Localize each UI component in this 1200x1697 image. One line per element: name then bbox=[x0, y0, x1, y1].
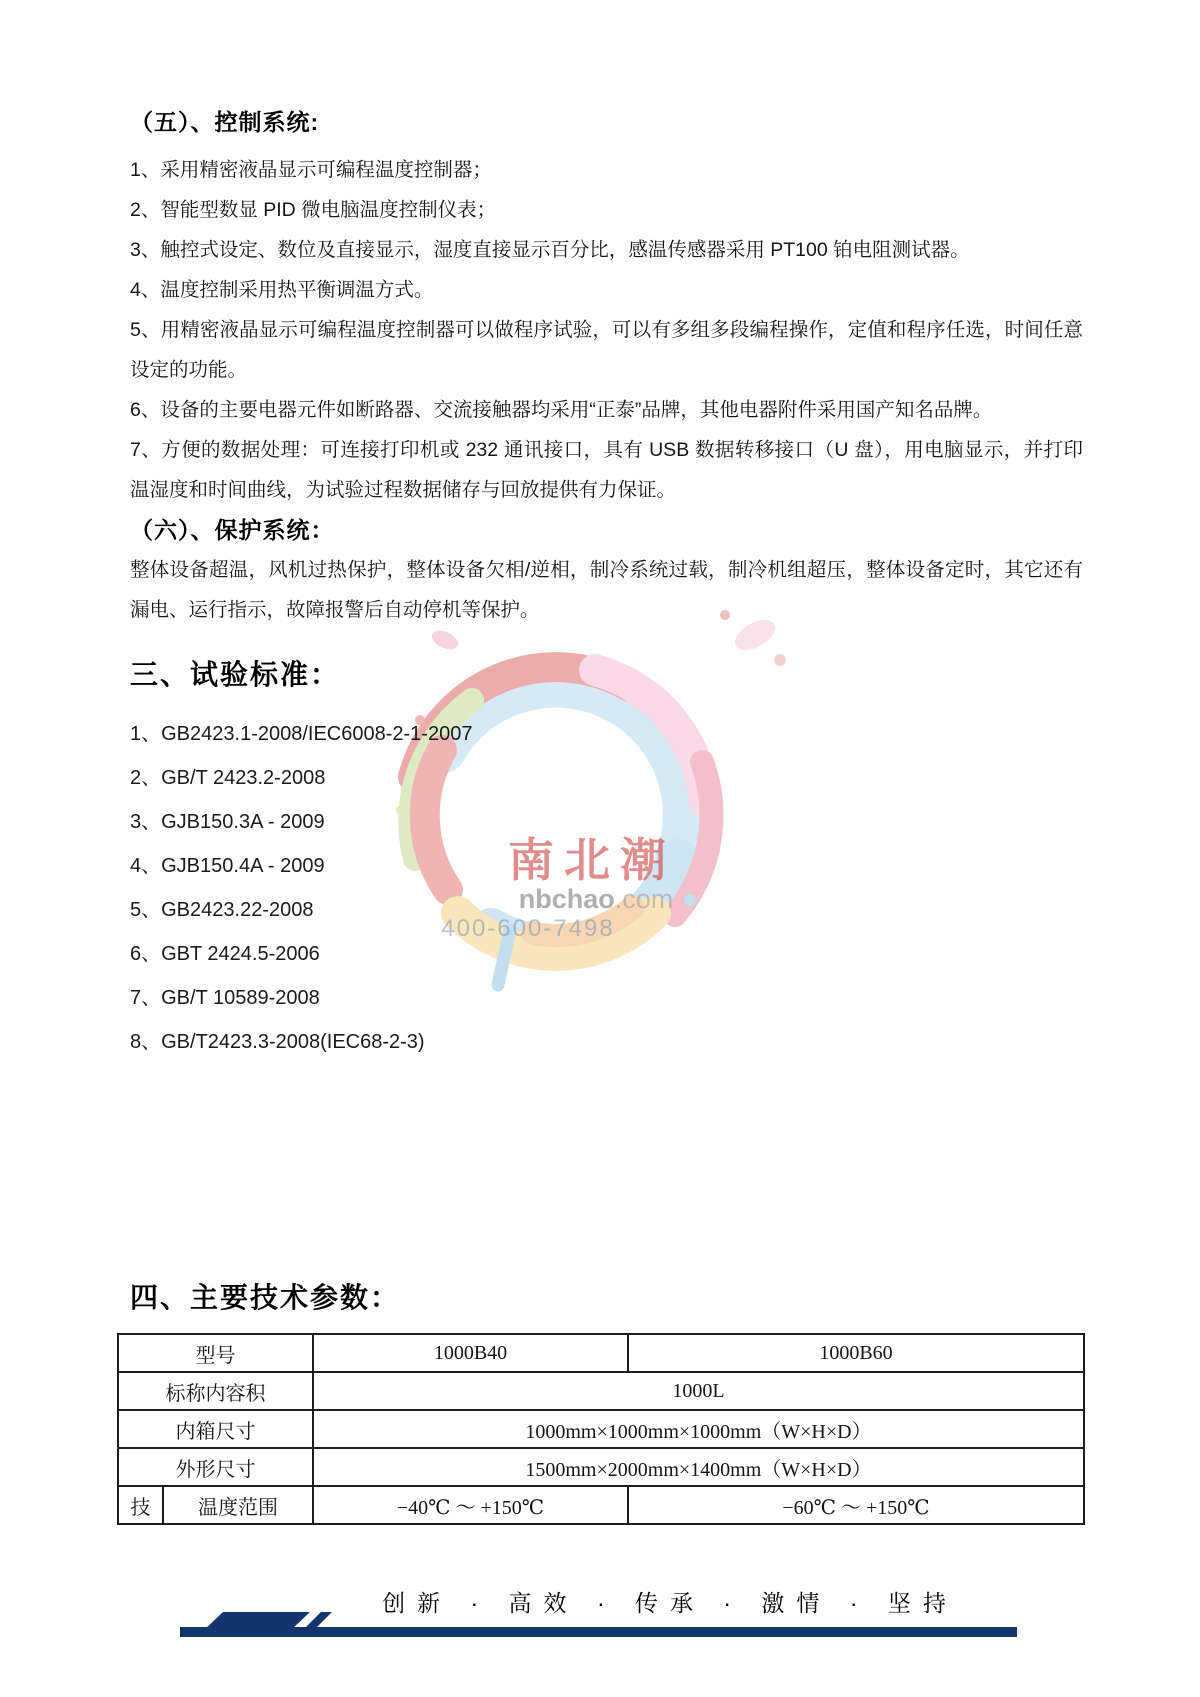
standard-item: 5、GB2423.22-2008 bbox=[130, 899, 314, 921]
list-item: 1、采用精密液晶显示可编程温度控制器； bbox=[130, 159, 492, 181]
table-row bbox=[118, 1486, 1084, 1524]
section-heading-protection-system: （六）、保护系统： bbox=[130, 517, 335, 543]
watermark-domain-name: nbchao bbox=[518, 884, 615, 914]
paragraph: 整体设备超温，风机过热保护，整体设备欠相/逆相，制冷系统过载，制冷机组超压，整体设备定时，其它还有漏电、运行指示，故障报警后自动停机等保护。 bbox=[130, 559, 1083, 621]
test-standards-list bbox=[130, 712, 1083, 1064]
param-label-cell: 外形尺寸 bbox=[118, 1448, 313, 1486]
param-value-cell: 1000B60 bbox=[628, 1334, 1084, 1372]
parameters-table bbox=[117, 1333, 1085, 1525]
watermark-brand-text: 南北潮 bbox=[508, 834, 676, 886]
param-value-cell: −60℃ ～ +150℃ bbox=[628, 1486, 1084, 1524]
document-content bbox=[130, 104, 1083, 1525]
watermark-phone: 400-600-7498 bbox=[441, 915, 615, 942]
standard-item: 3、GJB150.3A - 2009 bbox=[130, 811, 325, 833]
standard-item: 7、GB/T 10589-2008 bbox=[130, 987, 320, 1009]
param-value-cell: −40℃ ～ +150℃ bbox=[313, 1486, 628, 1524]
param-value-cell: 1000L bbox=[313, 1372, 1084, 1410]
section-heading-test-standards: 三、试验标准： bbox=[130, 659, 341, 690]
standard-item: 2、GB/T 2423.2-2008 bbox=[130, 767, 326, 789]
footer-slogan: 创新 · 高效 · 传承 · 激情 · 坚持 bbox=[382, 1590, 958, 1616]
table-row bbox=[118, 1448, 1084, 1486]
section-heading-control-system: （五）、控制系统: bbox=[130, 109, 320, 135]
param-value-cell: 1000B40 bbox=[313, 1334, 628, 1372]
watermark-domain-tld: .com bbox=[614, 884, 674, 914]
standard-item: 1、GB2423.1-2008/IEC6008-2-1-2007 bbox=[130, 723, 473, 745]
list-item: 6、设备的主要电器元件如断路器、交流接触器均采用“正泰”品牌，其他电器附件采用国产知名品牌。 bbox=[130, 399, 993, 421]
list-item: 7、方便的数据处理：可连接打印机或 232 通讯接口，具有 USB 数据转移接口（U 盘），用电脑显示，并打印温湿度和时间曲线，为试验过程数据储存与回放提供有力保证。 bbox=[130, 439, 1083, 501]
protection-system-paragraph bbox=[130, 550, 1083, 630]
control-system-list bbox=[130, 150, 1083, 510]
param-value-cell: 1000mm×1000mm×1000mm（W×H×D） bbox=[313, 1410, 1084, 1448]
param-value-cell: 1500mm×2000mm×1400mm（W×H×D） bbox=[313, 1448, 1084, 1486]
footer-logo-and-bar bbox=[175, 1603, 1025, 1645]
param-label-cell: 温度范围 bbox=[163, 1486, 313, 1524]
table-row bbox=[118, 1372, 1084, 1410]
list-item: 3、触控式设定、数位及直接显示，湿度直接显示百分比，感温传感器采用 PT100 铂电阻测试器。 bbox=[130, 239, 970, 261]
param-label-cell: 型号 bbox=[118, 1334, 313, 1372]
table-row bbox=[118, 1410, 1084, 1448]
section-heading-main-parameters: 四、主要技术参数： bbox=[130, 1282, 401, 1313]
list-item: 4、温度控制采用热平衡调温方式。 bbox=[130, 279, 434, 301]
param-label-cell: 标称内容积 bbox=[118, 1372, 313, 1410]
list-item: 5、用精密液晶显示可编程温度控制器可以做程序试验，可以有多组多段编程操作，定值和程序任选，时间任意设定的功能。 bbox=[130, 319, 1083, 381]
standard-item: 8、GB/T2423.3-2008(IEC68-2-3) bbox=[130, 1031, 425, 1053]
standard-item: 4、GJB150.4A - 2009 bbox=[130, 855, 325, 877]
list-item: 2、智能型数显 PID 微电脑温度控制仪表； bbox=[130, 199, 497, 221]
param-group-cell: 技 bbox=[118, 1486, 163, 1524]
standard-item: 6、GBT 2424.5-2006 bbox=[130, 943, 320, 965]
param-label-cell: 内箱尺寸 bbox=[118, 1410, 313, 1448]
table-row bbox=[118, 1334, 1084, 1372]
